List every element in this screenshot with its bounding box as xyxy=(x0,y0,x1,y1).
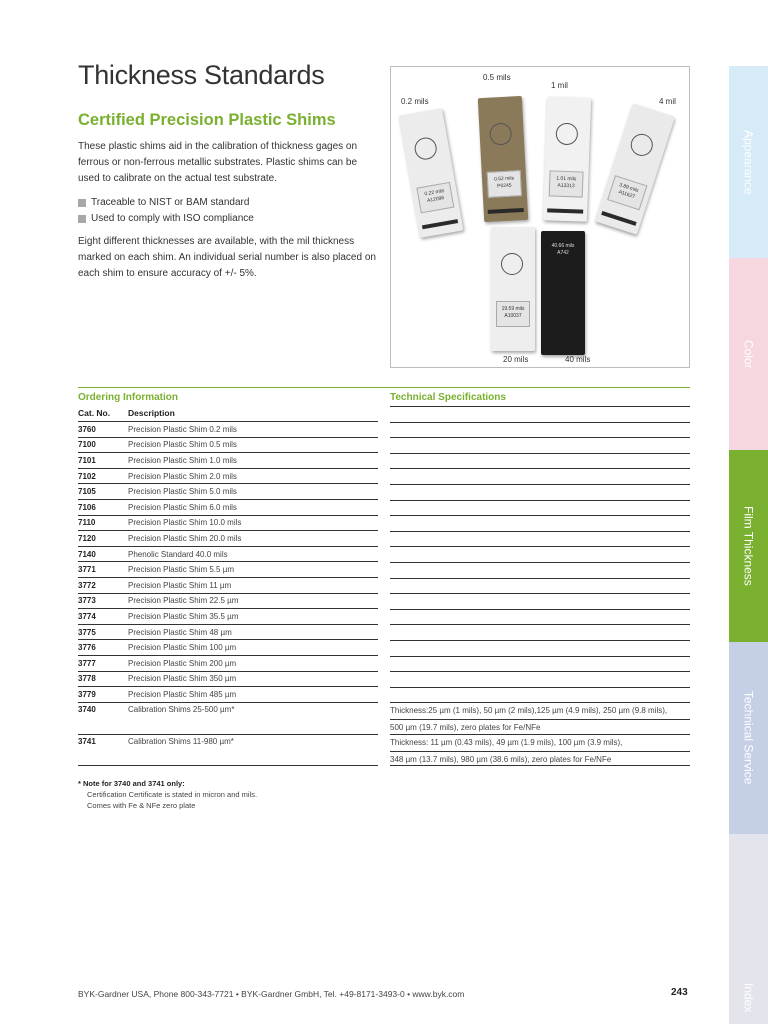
shim-window xyxy=(413,136,438,161)
shim-window xyxy=(555,123,578,146)
cat-no: 7120 xyxy=(78,533,96,543)
spec-row xyxy=(390,671,690,687)
table-row xyxy=(78,468,378,484)
feature-item: Used to comply with ISO compliance xyxy=(78,211,378,227)
ordering-header xyxy=(78,408,175,418)
product-photo xyxy=(390,66,690,368)
description: Precision Plastic Shim 350 µm xyxy=(128,674,237,684)
table-row xyxy=(78,483,378,499)
description: Calibration Shims 11-980 µm* xyxy=(128,736,234,746)
table-row xyxy=(78,686,378,702)
footnote-line: Comes with Fe & NFe zero plate xyxy=(87,801,196,810)
shim-tag: 1.01 mils A13313 xyxy=(549,170,584,197)
footnote-line: Certification Certificate is stated in micron and mils. xyxy=(87,790,258,799)
description: Precision Plastic Shim 22.5 µm xyxy=(128,596,239,606)
ordering-heading: Ordering Information xyxy=(78,392,178,403)
ordering-table xyxy=(78,421,378,766)
shim-window xyxy=(501,253,523,275)
table-row xyxy=(78,671,378,687)
intro-paragraph: These plastic shims aid in the calibration of thickness gages on ferrous or non-ferrous metallic substrates. Plastic shims can be used to calibrate on the actual test substrate. xyxy=(78,141,358,184)
photo-label: 1 mil xyxy=(551,81,568,90)
tab-label: Color xyxy=(741,339,756,369)
cat-no: 3771 xyxy=(78,565,96,575)
tab-label: Film Thickness xyxy=(741,506,756,586)
shim-tag: 0.22 mils A12096 xyxy=(416,182,454,214)
section-divider xyxy=(78,387,690,388)
cat-no: 3778 xyxy=(78,674,96,684)
spec-row xyxy=(390,624,690,640)
specs-table xyxy=(390,406,690,766)
details-paragraph: Eight different thicknesses are available, with the mil thickness marked on each shim. An individual serial number is also placed on each shim to ensure accuracy of +/- 5%. xyxy=(78,236,376,279)
description: Precision Plastic Shim 2.0 mils xyxy=(128,471,237,481)
footnote xyxy=(78,778,257,811)
table-row xyxy=(78,608,378,624)
spec-row xyxy=(390,593,690,609)
shim-band xyxy=(422,219,458,229)
description: Precision Plastic Shim 0.2 mils xyxy=(128,424,237,434)
cat-no: 7102 xyxy=(78,471,96,481)
table-row xyxy=(78,515,378,531)
shim-window xyxy=(628,131,656,159)
spec-text: 348 µm (13.7 mils), 980 µm (38.6 mils), zero plates for Fe/NFe xyxy=(390,751,690,768)
cat-no: 3776 xyxy=(78,643,96,653)
page-footer: BYK-Gardner USA, Phone 800-343-7721 • BYK-Gardner GmbH, Tel. +49-8171-3493-0 • www.byk.com xyxy=(78,989,465,999)
description: Precision Plastic Shim 6.0 mils xyxy=(128,502,237,512)
tab-film-thickness[interactable] xyxy=(729,450,768,642)
spec-row xyxy=(390,484,690,500)
description: Precision Plastic Shim 1.0 mils xyxy=(128,455,237,465)
cat-no: 3772 xyxy=(78,580,96,590)
cat-no: 3741 xyxy=(78,736,96,746)
shim-image xyxy=(399,108,464,238)
page-number: 243 xyxy=(671,987,688,998)
spec-row xyxy=(390,734,690,766)
spec-row xyxy=(390,687,690,703)
shim-band xyxy=(488,208,524,214)
description: Precision Plastic Shim 5.0 mils xyxy=(128,487,237,497)
photo-label: 40 mils xyxy=(565,355,591,364)
spec-row xyxy=(390,531,690,547)
tab-technical-service[interactable] xyxy=(729,642,768,834)
description: Precision Plastic Shim 100 µm xyxy=(128,643,237,653)
description: Precision Plastic Shim 48 µm xyxy=(128,627,232,637)
cat-no: 3777 xyxy=(78,658,96,668)
feature-list xyxy=(78,195,378,227)
table-row xyxy=(78,437,378,453)
table-row xyxy=(78,561,378,577)
description: Precision Plastic Shim 20.0 mils xyxy=(128,533,242,543)
spec-row xyxy=(390,500,690,516)
cat-no: 7106 xyxy=(78,502,96,512)
shim-tag: 0.52 mils P0245 xyxy=(487,170,522,198)
shim-tag: 40.66 mils A742 xyxy=(551,243,575,256)
spec-row xyxy=(390,406,690,422)
table-row xyxy=(78,702,378,734)
tab-label: Technical Service xyxy=(741,691,756,785)
shim-tag: 3.89 mils A11627 xyxy=(607,175,647,210)
spec-row xyxy=(390,640,690,656)
shim-image xyxy=(491,227,535,351)
description: Precision Plastic Shim 5.5 µm xyxy=(128,565,234,575)
spec-row xyxy=(390,656,690,672)
photo-label: 4 mil xyxy=(659,97,676,106)
cat-no: 7100 xyxy=(78,440,96,450)
table-row xyxy=(78,734,378,766)
spec-text: Thickness:25 µm (1 mils), 50 µm (2 mils),125 µm (4.9 mils), 250 µm (9.8 mils), xyxy=(390,706,668,716)
cat-no: 7140 xyxy=(78,549,96,559)
table-row xyxy=(78,639,378,655)
cat-no: 3740 xyxy=(78,704,96,714)
spec-row xyxy=(390,578,690,594)
spec-row xyxy=(390,515,690,531)
shim-band xyxy=(601,211,636,226)
shim-window xyxy=(489,123,512,146)
tab-index[interactable] xyxy=(729,834,768,1024)
cat-no: 7110 xyxy=(78,518,96,528)
cat-no: 3779 xyxy=(78,689,96,699)
description: Precision Plastic Shim 11 µm xyxy=(128,580,232,590)
shim-tag: 19.59 mils A10037 xyxy=(496,301,530,327)
shim-image xyxy=(478,96,528,222)
table-row xyxy=(78,499,378,515)
cat-no: 3773 xyxy=(78,596,96,606)
photo-label: 0.2 mils xyxy=(401,97,429,106)
shim-image xyxy=(543,96,591,221)
column-header-cat: Cat. No. xyxy=(78,408,111,418)
shim-band xyxy=(547,208,583,213)
spec-row xyxy=(390,437,690,453)
tab-color[interactable] xyxy=(729,258,768,450)
feature-item: Traceable to NIST or BAM standard xyxy=(78,195,378,211)
description: Precision Plastic Shim 35.5 µm xyxy=(128,611,239,621)
page-subtitle: Certified Precision Plastic Shims xyxy=(78,111,336,129)
section-tabs xyxy=(729,66,768,1024)
table-row xyxy=(78,624,378,640)
tab-label: Appearance xyxy=(741,129,756,195)
table-row xyxy=(78,452,378,468)
spec-row xyxy=(390,468,690,484)
table-row xyxy=(78,593,378,609)
column-header-desc: Description xyxy=(128,408,175,418)
description: Calibration Shims 25-500 µm* xyxy=(128,704,235,714)
table-row xyxy=(78,546,378,562)
description: Precision Plastic Shim 10.0 mils xyxy=(128,518,242,528)
spec-row xyxy=(390,546,690,562)
spec-row xyxy=(390,453,690,469)
cat-no: 3760 xyxy=(78,424,96,434)
description: Phenolic Standard 40.0 mils xyxy=(128,549,228,559)
cat-no: 3774 xyxy=(78,611,96,621)
spec-row xyxy=(390,609,690,625)
cat-no: 3775 xyxy=(78,627,96,637)
tab-label: Index xyxy=(741,982,756,1012)
spec-text: Thickness: 11 µm (0.43 mils), 49 µm (1.9 mils), 100 µm (3.9 mils), xyxy=(390,738,623,748)
page-title: Thickness Standards xyxy=(78,60,325,90)
cat-no: 7101 xyxy=(78,455,96,465)
specs-heading: Technical Specifications xyxy=(390,392,506,403)
table-row xyxy=(78,577,378,593)
shim-image xyxy=(595,103,675,235)
footnote-title: * Note for 3740 and 3741 only: xyxy=(78,779,185,788)
spec-row xyxy=(390,422,690,438)
tab-appearance[interactable] xyxy=(729,66,768,258)
description: Precision Plastic Shim 0.5 mils xyxy=(128,440,237,450)
spec-row xyxy=(390,702,690,734)
photo-label: 20 mils xyxy=(503,355,529,364)
cat-no: 7105 xyxy=(78,487,96,497)
photo-label: 0.5 mils xyxy=(483,73,511,82)
description: Precision Plastic Shim 485 µm xyxy=(128,689,237,699)
shim-image xyxy=(541,231,585,355)
spec-row xyxy=(390,562,690,578)
table-row xyxy=(78,421,378,437)
spec-text: 500 µm (19.7 mils), zero plates for Fe/NFe xyxy=(390,719,690,736)
table-row xyxy=(78,655,378,671)
description: Precision Plastic Shim 200 µm xyxy=(128,658,237,668)
table-row xyxy=(78,530,378,546)
